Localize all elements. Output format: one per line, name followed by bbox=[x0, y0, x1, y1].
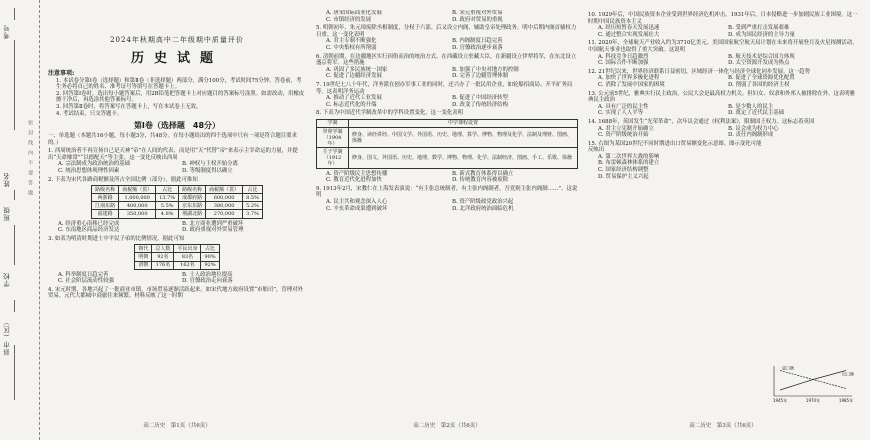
option: C. 实现了人人平等 bbox=[598, 110, 644, 117]
question-10 bbox=[588, 12, 858, 38]
table-header: 学制 bbox=[317, 119, 349, 127]
question-14 bbox=[588, 119, 858, 139]
table-header: 总人数 bbox=[152, 245, 174, 253]
part1-instructions: 一、单选题（本题共16小题，每小题3分，共48分。在每小题给出的四个选项中只有一项是符合题目要求的。） bbox=[48, 133, 297, 146]
question-15 bbox=[588, 141, 858, 181]
option: D. 官僚政治逐步衰落 bbox=[452, 44, 503, 51]
cell: 5.2% bbox=[243, 202, 263, 210]
option: C. 中央集权有所削弱 bbox=[326, 44, 377, 51]
cell: 380,000 bbox=[206, 202, 243, 210]
page-footer: 高二历史 第1页（共6页） bbox=[143, 423, 211, 430]
option: C. 国际合作不断加强 bbox=[598, 60, 649, 67]
option: D. 太空资源开发成为热点 bbox=[728, 60, 790, 67]
table-row bbox=[135, 261, 219, 269]
option: B. 受到严重打击发展艰难 bbox=[728, 25, 790, 32]
note-item: 3. 回答第Ⅱ卷时，将答案写在答题卡上，写在本试卷上无效。 bbox=[56, 104, 202, 111]
option: C. 东南地区商品经济发达 bbox=[58, 227, 120, 234]
option: A. 君主专制不断强化 bbox=[326, 38, 377, 45]
curriculum-table bbox=[316, 119, 578, 169]
exam-title: 历史试题 bbox=[130, 50, 223, 66]
page-column-3 bbox=[588, 10, 858, 430]
cell: 92% bbox=[201, 261, 219, 269]
option: C. 消除了发展中国家的困境 bbox=[598, 81, 665, 88]
trade-chart-svg bbox=[764, 362, 856, 406]
binding-rule bbox=[14, 40, 15, 130]
cell: 两浙路 bbox=[92, 194, 119, 202]
question-6 bbox=[316, 54, 578, 80]
question-stem: 7. 19世纪七八十年代，洋务派在创办军事工业的同时，还兴办了一批民用企业，如轮船招商局、开平矿务局等。这表明洋务运动 bbox=[316, 81, 573, 95]
cell: 福建路 bbox=[92, 210, 119, 218]
table-header: 平民出身 bbox=[174, 245, 201, 253]
note-item: 1. 本试卷分第Ⅰ卷（选择题）和第Ⅱ卷（非选择题）两部分，满分100分，考试时间75分钟。答卷前，考生务必将自己的姓名、准考证号等填写在答题卡上。 bbox=[56, 77, 302, 91]
option: B. 宋元重视对外贸易 bbox=[452, 10, 503, 16]
question-2 bbox=[48, 177, 306, 234]
table-header: 路级名称 bbox=[179, 186, 206, 194]
table-row bbox=[92, 210, 263, 218]
x-tick-label: 1985年 bbox=[838, 398, 854, 403]
question-4 bbox=[48, 287, 306, 300]
table-header: 商税额（贯） bbox=[206, 186, 243, 194]
option: B. 资产阶级政党政治兴起 bbox=[452, 198, 514, 205]
option: A. 加快了世界多极化进程 bbox=[598, 75, 660, 82]
option: D. 贸易保护主义兴起 bbox=[598, 173, 649, 180]
option: C. 教育近代化进程加快 bbox=[326, 177, 382, 184]
binding-rule bbox=[14, 345, 15, 400]
question-stem: 14. 1688年，英国发生“光荣革命”，次年议会通过《权利法案》，限制国王权力。这标志着英国 bbox=[588, 118, 815, 125]
option: D. 削弱了各国的经济主权 bbox=[728, 81, 790, 88]
cell: 400,000 bbox=[119, 202, 156, 210]
part1-title: 第Ⅰ卷（选择题 48分） bbox=[133, 121, 221, 131]
notes-heading: 注意事项: bbox=[48, 70, 75, 78]
option: D. 改变了传统经济结构 bbox=[452, 101, 509, 108]
cell: 荆湖北路 bbox=[179, 210, 206, 218]
option: B. 航天技术是综合国力体现 bbox=[728, 53, 795, 60]
question-11 bbox=[588, 40, 858, 66]
cell: 13.7% bbox=[156, 194, 179, 202]
page-column-2 bbox=[316, 10, 578, 430]
option: B. 内阁制度日趋完善 bbox=[452, 38, 503, 45]
option: D. 政府对贸易的重视 bbox=[452, 16, 503, 23]
cell: 600,000 bbox=[206, 194, 243, 202]
option: A. 第二次世界大战的影响 bbox=[598, 153, 660, 160]
option: A. 民主共和观念深入人心 bbox=[326, 198, 388, 205]
binding-rule bbox=[14, 190, 15, 200]
question-stem: 10. 1929年后，中国民族资本企业受到世界经济危机冲击。1931年后，日本侵略进一步加剧民族工业困境。这一时期中国民族资本主义 bbox=[588, 12, 858, 25]
option: C. 通过整合实现发展壮大 bbox=[598, 31, 660, 38]
question-9 bbox=[316, 186, 578, 212]
binding-rule bbox=[14, 225, 15, 265]
option: C. 统治思想体现理性因素 bbox=[58, 167, 120, 174]
question-stem: 9. 1913年2月，宋教仁在上海发表演说：“有主张总统制者，有主张内阁制者，吾党则主张内阁制……”。这说明 bbox=[316, 185, 578, 199]
question-stem: 13. 公元前5世纪，雅典实行民主政治，公民大会是最高权力机关。但妇女、奴隶和外邦人被排除在外。这表明雅典民主政治 bbox=[588, 90, 856, 104]
option: A. 巩固了多民族统一国家 bbox=[326, 66, 388, 73]
option: D. 北洋政府统治面临危机 bbox=[452, 205, 514, 212]
x-tick-label: 1970年 bbox=[805, 398, 821, 403]
cell: 162名 bbox=[174, 261, 201, 269]
cell: 修身、国文、外国语、历史、地理、数学、博物、物理、化学、法制经济、图画、手工、乐歌、体操 bbox=[349, 148, 578, 168]
table-header: 路级名称 bbox=[92, 186, 119, 194]
option: C. 促进了边疆经济发展 bbox=[326, 73, 382, 80]
option: A. 科技竞争日趋激烈 bbox=[598, 53, 649, 60]
note-item: 4. 考试结束，只交答题卡。 bbox=[56, 110, 123, 117]
table-row bbox=[317, 148, 578, 168]
cell: 清朝 bbox=[135, 261, 152, 269]
option: C. 标志近代化的开端 bbox=[326, 101, 377, 108]
cell: 8.5% bbox=[243, 194, 263, 202]
question-stem: 8. 下表为中国近代学制改革中的学科设置变化。这一变化表明 bbox=[316, 110, 464, 117]
option: A. 科举制度日趋完善 bbox=[58, 271, 109, 278]
option: D. 传统教育内容被废除 bbox=[452, 177, 509, 184]
binding-name: 姓名 bbox=[3, 172, 11, 187]
cell: 1,000,000 bbox=[119, 194, 156, 202]
cell: 350,000 bbox=[119, 210, 156, 218]
cell: 83名 bbox=[174, 253, 201, 261]
trade-chart bbox=[764, 362, 856, 406]
table-row bbox=[92, 194, 263, 202]
question-stem: 5. 明朝初年，朱元璋废除丞相制度，分权于六部。后又设立内阁，辅助皇帝处理政务。明中后期内阁首辅权力日重。这一变化表明 bbox=[316, 25, 577, 38]
option: A. 宗法制成为政治统治的基础 bbox=[58, 161, 131, 168]
page-column-1 bbox=[48, 10, 306, 430]
option: A. 资产阶级民主思想传播 bbox=[326, 170, 388, 177]
option: C. 市镇经济的发展 bbox=[326, 16, 372, 23]
question-5 bbox=[316, 25, 578, 51]
option: A. 经历短暂春天发展迅速 bbox=[598, 25, 660, 32]
option: C. 辛亥革命成果遭到破坏 bbox=[326, 205, 388, 212]
page-footer: 高二历史 第2页（共6页） bbox=[413, 423, 481, 430]
option: A. 经济重心南移已经完成 bbox=[58, 220, 120, 227]
cell: 176名 bbox=[152, 261, 174, 269]
option: B. 布雷顿森林体系的建立 bbox=[598, 160, 660, 167]
cell: 4.8% bbox=[156, 210, 179, 218]
cell: 90% bbox=[201, 253, 219, 261]
option: C. 国家经济结构调整 bbox=[598, 167, 649, 174]
option: D. 奠定了近代民主基础 bbox=[728, 110, 785, 117]
cell: 京东东路 bbox=[179, 202, 206, 210]
option: D. 等级制度得以确立 bbox=[182, 167, 233, 174]
cell: 92名 bbox=[152, 253, 174, 261]
note-item: 2. 回答第Ⅰ卷时，选出每小题答案后，用2B铅笔把答题卡上对应题目的答案标号涂黑。如需改动，用橡皮擦干净后，再选涂其他答案标号。 bbox=[56, 90, 305, 104]
option: B. 加强了中央对地方的控制 bbox=[452, 66, 519, 73]
binding-margin bbox=[0, 0, 40, 440]
cell: 成都府路 bbox=[179, 194, 206, 202]
option: D. 成为国民经济的主导力量 bbox=[728, 31, 795, 38]
option: B. 促进了中国经济转型 bbox=[452, 95, 508, 102]
table-row bbox=[92, 202, 263, 210]
option: B. 是少数人的民主 bbox=[728, 103, 774, 110]
binding-kaohao: 考号 bbox=[3, 24, 11, 39]
question-stem: 3. 如表为明清时期进士中平民子弟的比例情况，据此可知 bbox=[48, 235, 185, 242]
option: D. 完善了边疆管理体制 bbox=[452, 73, 509, 80]
option: B. 神权与王权开始分离 bbox=[182, 161, 238, 168]
page-footer: 高二历史 第3页（共6页） bbox=[689, 423, 757, 430]
table-header: 占比 bbox=[201, 245, 219, 253]
series-label: 进口额 bbox=[782, 365, 794, 371]
cell: 5.5% bbox=[156, 202, 179, 210]
cell: 壬子学制（1912年） bbox=[317, 148, 349, 168]
cell: 癸卯学制（1904年） bbox=[317, 128, 349, 148]
option: B. 议会成为权力中心 bbox=[728, 125, 779, 132]
cell: 江南东路 bbox=[92, 202, 119, 210]
question-stem: 1. 西周统治者不再宣扬自己是天神“帝”在人间的代表，而是用“天”代替“帝”来表示主宰命运的力量，并提出“天命靡常”“以德配天”等主张。这一变化反映出西周 bbox=[48, 148, 298, 161]
seal-line-note: 密 封 线 内 不 要 答 题 bbox=[27, 120, 34, 195]
cell: 3.7% bbox=[243, 210, 263, 218]
question-3 bbox=[48, 236, 306, 285]
x-tick-label: 1945年 bbox=[772, 398, 788, 403]
question-stem: 6. 清朝前期，在边疆地区实行因俗而治的统治方式。在西藏设立驻藏大臣，在新疆设立伊犁将军，在东北设立盛京将军。这些措施 bbox=[316, 53, 577, 67]
binding-rule bbox=[14, 300, 15, 312]
table-row bbox=[317, 128, 578, 148]
binding-school: 学校 bbox=[3, 272, 11, 287]
table-header: 朝代 bbox=[135, 245, 152, 253]
option: B. 新式教育体系得以确立 bbox=[452, 170, 514, 177]
question-stem: 2. 下表为宋代各路商税额及所占全国比例（部分），据此可推知 bbox=[48, 176, 198, 183]
binding-rule bbox=[14, 8, 15, 20]
binding-class: 班级 bbox=[3, 206, 11, 221]
option: C. 社会阶层流动性较强 bbox=[58, 278, 114, 285]
option: D. 政府重视对外贸易管理 bbox=[182, 227, 244, 234]
tax-table bbox=[91, 185, 263, 218]
binding-county: 县市（区） bbox=[3, 318, 11, 356]
question-13 bbox=[588, 91, 858, 117]
table-row bbox=[135, 253, 219, 261]
cell: 修身、读经讲经、中国文学、外国语、历史、地理、算学、博物、物理及化学、法制及理财、图画、体操 bbox=[349, 128, 578, 148]
option: A. 唐宋国际商业化发展 bbox=[326, 10, 382, 16]
option: C. 资产阶级统治开始 bbox=[598, 132, 649, 139]
option: D. 责任内阁制形成 bbox=[728, 132, 774, 139]
table-header: 占比 bbox=[243, 186, 263, 194]
question-1 bbox=[48, 148, 306, 174]
series-label: 出口额 bbox=[842, 371, 854, 377]
option: D. 官僚政治走向衰落 bbox=[182, 278, 233, 285]
table-header: 商税额（贯） bbox=[119, 186, 156, 194]
question-stem: 4. 宋元时期，各地兴起了一批商业市镇，市场贸易逐渐活跃起来。如宋代地方政府设置“市舶司”，管理对外贸易。元代大都城中商旅往来频繁。材料反映了这一时期 bbox=[48, 286, 303, 300]
question-stem: 11. 2020年，全球航天产业收入约为3710亿美元。美国国家航空航天局计划在未来将开展登月及火星探测活动，中国航天事业也取得了重大突破。这说明 bbox=[588, 40, 858, 53]
question-8 bbox=[316, 110, 578, 183]
question-stem: 12. 21世纪以来，世界经济联系日益密切，区域经济一体化与经济全球化同步发展。这一趋势 bbox=[588, 68, 810, 75]
option: B. 士人政治地位提高 bbox=[182, 271, 233, 278]
option: A. 君主立宪制开始确立 bbox=[598, 125, 654, 132]
question-stem: 15. 右图为某国20世纪不同时期进出口贸易额变化示意图。图示变化可能反映出 bbox=[588, 140, 762, 154]
cell: 270,000 bbox=[206, 210, 243, 218]
option: A. 推动了近代工业发展 bbox=[326, 95, 382, 102]
question-7 bbox=[316, 82, 578, 108]
table-header: 占比 bbox=[156, 186, 179, 194]
question-4-options bbox=[316, 10, 578, 23]
table-header: 中学课程设置 bbox=[349, 119, 578, 127]
option: A. 具有广泛的民主性 bbox=[598, 103, 649, 110]
jinshi-table bbox=[134, 244, 219, 269]
question-12 bbox=[588, 69, 858, 89]
option: B. 促进了全球资源优化配置 bbox=[728, 75, 795, 82]
cell: 明朝 bbox=[135, 253, 152, 261]
option: B. 北方商业遭到严重破坏 bbox=[182, 220, 244, 227]
exam-header: 2024年秋期高中二年级期中质量评价 bbox=[110, 36, 244, 44]
